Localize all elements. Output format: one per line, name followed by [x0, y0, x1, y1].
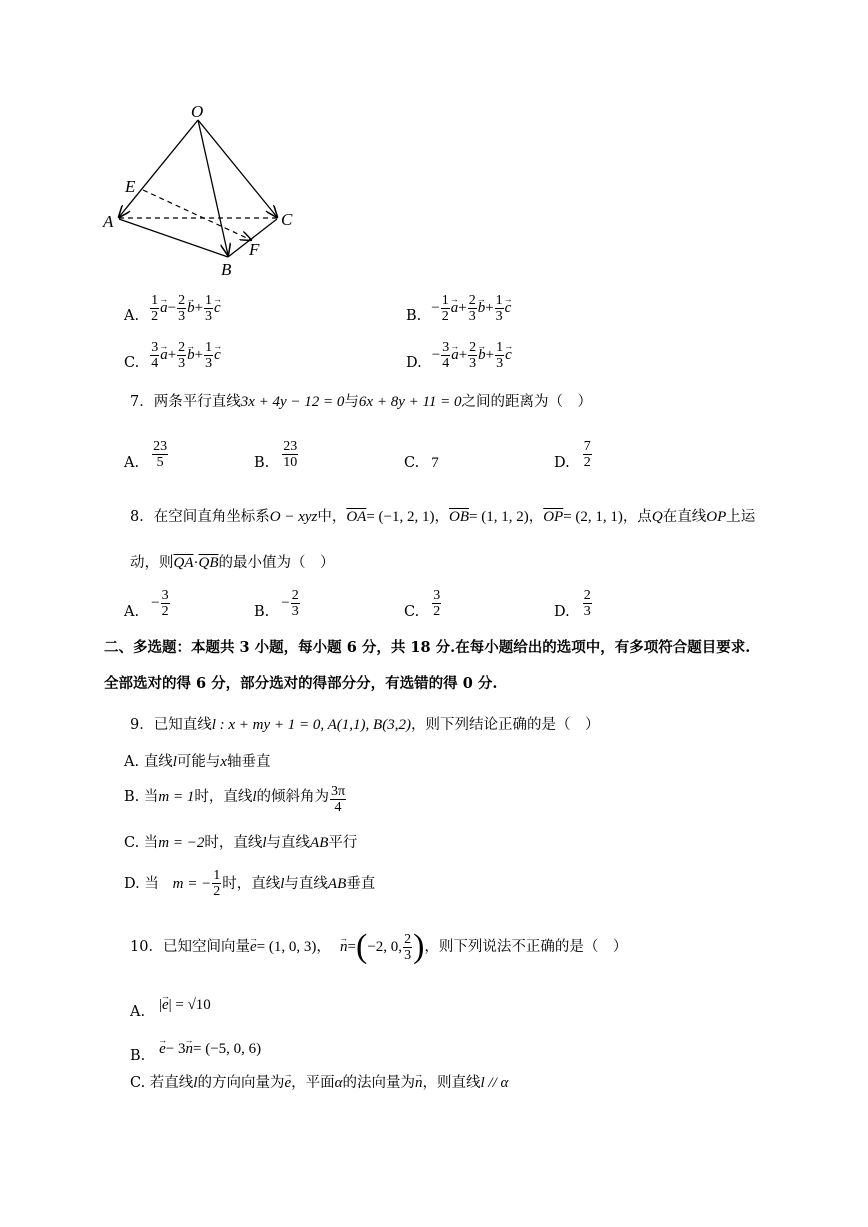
q6-coef-num: 1 [205, 339, 213, 355]
q9-d-t2: 时，直线 [222, 875, 281, 892]
q6-coef-den: 3 [495, 308, 503, 324]
q9-b-t3: 的倾斜角为 [256, 789, 330, 805]
q9-c-t1: 当 [143, 835, 159, 851]
edge-ob [198, 120, 228, 255]
q9-c-letter: C. [124, 835, 140, 851]
q9-b-frac [330, 784, 346, 815]
q6-coef-den: 3 [178, 308, 186, 324]
q7-option-c[interactable] [404, 435, 439, 473]
vec-e: → e [250, 937, 257, 957]
q10-right-paren: ) [413, 928, 425, 965]
q8-option-letter: D. [554, 604, 570, 620]
q10-c-l2: l // α [480, 1075, 509, 1091]
q6-coef-num: 2 [178, 292, 186, 308]
vec-a: → a [451, 345, 459, 365]
q6-coef-den: 2 [441, 308, 449, 324]
q9-d-den: 2 [213, 884, 221, 899]
q9-stem [130, 715, 599, 735]
q6-coef-num: 2 [178, 339, 186, 355]
q9-d-t1: 当 [144, 875, 159, 892]
q9-d-t4: 垂直 [346, 875, 376, 892]
q9-a-letter: A. [124, 754, 140, 770]
q8-dot: · [193, 555, 199, 571]
q8-op-val: = (2, 1, 1) [563, 509, 623, 525]
q6-coef-num: 1 [495, 292, 503, 308]
q10-a-letter: A. [130, 1004, 146, 1020]
q10-c-t5: ，则直线 [422, 1075, 481, 1091]
q6-coef-den: 3 [205, 308, 213, 324]
q7-option-frac [583, 439, 592, 470]
q9-c-t3: 与直线 [266, 835, 311, 851]
vec-a: → a [160, 345, 168, 365]
q8-option-frac-den: 2 [433, 603, 441, 619]
edge-oa [119, 120, 198, 217]
q6-op: + [485, 300, 494, 316]
q6-option-b[interactable] [406, 290, 511, 326]
q8-option-frac-num: 3 [433, 587, 441, 603]
section2-heading-line1: 二、多选题：本题共 3 小题，每小题 6 分，共 18 分.在每小题给出的选项中，有多项符合题目要求. [104, 639, 751, 656]
q6-coef-num: 2 [469, 339, 477, 355]
vec-b: → b [478, 298, 486, 318]
q8-end-text: 上运 [726, 509, 756, 525]
q6-coef [468, 293, 477, 324]
section2-heading-line2: 全部选对的得 6 分，部分选对的得部分分，有选错的得 0 分. [104, 675, 498, 692]
q10-b-val: = (−5, 0, 6) [192, 1041, 262, 1057]
q10-option-c[interactable] [130, 1073, 508, 1093]
q10-a-expr: | = √10 [168, 997, 211, 1013]
q6-op: − [431, 347, 441, 363]
q8-option-frac-num: 2 [291, 587, 299, 603]
q7-option-frac [152, 439, 168, 470]
q9-c-ab: AB [310, 835, 329, 851]
q6-coef-den: 3 [205, 355, 213, 371]
q6-op: + [194, 300, 204, 316]
vec-c: → c [214, 345, 221, 365]
q8-option-frac [291, 588, 300, 619]
q9-prefix: 9．已知直线 [130, 717, 212, 733]
q10-n-frac [403, 932, 412, 963]
q6-coef-num: 1 [441, 292, 449, 308]
q7-option-a[interactable] [124, 435, 169, 473]
q7-suffix: 之间的距离为（ ） [461, 394, 592, 410]
q6-coef-den: 3 [496, 355, 504, 371]
q9-b-m: m = 1 [158, 789, 195, 805]
q8-q: Q [651, 509, 663, 525]
q7-option-frac-den: 10 [283, 454, 298, 470]
q10-prefix: 10．已知空间向量 [130, 939, 250, 955]
q8-stem-line2 [130, 553, 335, 573]
q10-option-b[interactable] [130, 1032, 261, 1066]
q6-coef [204, 293, 213, 324]
q9-c-m: m = −2 [158, 835, 205, 851]
q10-n-num: 2 [404, 931, 412, 947]
q8-option-a[interactable] [124, 584, 171, 622]
label-o: O [191, 102, 204, 121]
q8-oa-name: $\overline{OA}$ [346, 509, 367, 525]
q9-option-d[interactable] [124, 868, 375, 899]
q8-option-d[interactable] [554, 584, 593, 622]
q10-c-t4: 的法向量为 [342, 1075, 416, 1091]
q6-coef-num: 3 [151, 339, 159, 355]
q6-option-letter: D. [406, 355, 422, 371]
q6-op: + [458, 347, 468, 363]
q10-c-l: l [193, 1075, 198, 1091]
vec-n-c: → n [415, 1073, 423, 1093]
q7-prefix: 7．两条平行直线 [130, 394, 241, 410]
q9-d-frac [212, 868, 221, 899]
q7-option-letter: C. [404, 455, 420, 471]
q6-op: + [167, 347, 177, 363]
q8-option-frac [161, 588, 170, 619]
label-b: B [221, 260, 232, 279]
q6-coef [441, 293, 450, 324]
q9-a-t1: 直线 [143, 754, 173, 770]
q8-option-frac-num: 2 [583, 587, 591, 603]
q9-b-t2: 时，直线 [194, 789, 253, 805]
vec-n-b: → n [185, 1039, 193, 1059]
q9-option-b[interactable] [124, 784, 347, 815]
q9-d-m: m = − [172, 875, 212, 892]
q6-coef [468, 340, 477, 371]
q9-a-t3: 轴垂直 [227, 754, 271, 770]
q6-option-letter: C. [124, 355, 140, 371]
q6-op: + [458, 300, 467, 316]
q7-option-letter: A. [124, 455, 140, 471]
q6-coef-den: 4 [151, 355, 159, 371]
vec-e-a: → e [162, 995, 169, 1015]
q6-option-c[interactable] [124, 337, 221, 373]
q7-line1: 3x + 4y − 12 = 0 [240, 394, 345, 410]
q8-system: O − xyz [269, 509, 318, 525]
q9-a-l: l [172, 754, 177, 770]
vec-b: → b [187, 298, 195, 318]
q10-n-a: −2, 0, [367, 939, 403, 955]
q7-option-letter: D. [554, 455, 570, 471]
q10-b-letter: B. [130, 1048, 146, 1064]
q8-ob-val: = (1, 1, 2) [469, 509, 529, 525]
q10-n-den: 3 [404, 947, 412, 963]
q6-coef-num: 1 [205, 292, 213, 308]
q8-option-frac-den: 2 [161, 603, 169, 619]
q8-option-frac [432, 588, 441, 619]
q9-c-t4: 平行 [328, 835, 358, 851]
q10-c-t3: ，平面 [291, 1075, 335, 1091]
q9-a-x: x [220, 754, 228, 770]
q8-point-text: ，点 [622, 509, 652, 525]
q6-op: − [167, 300, 177, 316]
q7-option-b[interactable] [254, 435, 299, 473]
q9-c-t2: 时，直线 [204, 835, 263, 851]
q6-coef-den: 4 [442, 355, 450, 371]
q9-d-letter: D. [124, 875, 140, 892]
q7-option-frac [282, 439, 298, 470]
q6-coef-den: 3 [468, 308, 476, 324]
q6-coef-den: 3 [469, 355, 477, 371]
q8-option-sign: − [151, 595, 160, 611]
q9-b-den: 4 [334, 800, 342, 815]
q9-a-t2: 可能与 [176, 754, 221, 770]
q6-coef-den: 2 [151, 308, 159, 324]
q8-oa-val: = (−1, 2, 1) [366, 509, 435, 525]
q8-stem-line1 [130, 507, 755, 527]
q8-in: 中， [317, 509, 347, 525]
q10-e-val: = (1, 0, 3) [256, 939, 317, 955]
q6-option-d[interactable] [406, 337, 512, 373]
q6-coef [441, 340, 450, 371]
q7-option-value: 7 [431, 455, 439, 471]
q10-n-pre: = [347, 939, 357, 955]
q10-c-letter: C. [130, 1075, 146, 1091]
vec-c: → c [505, 298, 512, 318]
q6-coef [150, 340, 159, 371]
q8-op-line: OP [706, 509, 727, 525]
q10-option-a[interactable]: A. | → e | = √10 [130, 988, 211, 1022]
tetrahedron-figure [95, 100, 315, 285]
q7-option-frac-num: 23 [283, 438, 298, 454]
q10-c-alpha: α [334, 1075, 343, 1091]
q6-coef-num: 1 [496, 339, 504, 355]
q8-sep2: ， [528, 509, 544, 525]
q8-prefix: 8．在空间直角坐标系 [130, 509, 270, 525]
q6-option-a[interactable] [124, 290, 221, 326]
q8-option-frac-den: 3 [291, 603, 299, 619]
q7-option-frac-num: 7 [583, 438, 591, 454]
vec-b: → b [187, 345, 195, 365]
label-e: E [125, 177, 136, 196]
q9-b-letter: B. [124, 789, 140, 805]
vec-a: → a [160, 298, 168, 318]
label-a: A [103, 212, 114, 231]
vec-a: → a [451, 298, 459, 318]
q8-option-c[interactable] [404, 584, 442, 622]
q8-option-b[interactable] [254, 584, 301, 622]
q6-option-letter: B. [406, 308, 422, 324]
q6-coef [495, 293, 504, 324]
q8-option-letter: C. [404, 604, 420, 620]
q10-c-t1: 若直线 [149, 1075, 194, 1091]
vec-c: → c [214, 298, 221, 318]
q8-line2-suffix: 的最小值为（ ） [218, 555, 335, 571]
edge-oc [198, 120, 277, 217]
q7-option-frac-den: 5 [156, 454, 164, 470]
q7-option-frac-num: 23 [153, 438, 168, 454]
q9-b-l: l [252, 789, 257, 805]
vec-c: → c [505, 345, 512, 365]
q9-option-a[interactable] [124, 752, 271, 772]
q6-op: − [431, 300, 440, 316]
q7-option-letter: B. [254, 455, 270, 471]
label-f: F [249, 240, 260, 259]
q6-op: + [485, 347, 495, 363]
q9-d-ab: AB [327, 875, 347, 892]
q8-option-letter: A. [124, 604, 140, 620]
q6-coef [177, 340, 186, 371]
q7-mid: 与 [344, 394, 359, 410]
q6-coef [204, 340, 213, 371]
q6-coef-den: 3 [178, 355, 186, 371]
vec-e-b: → e [159, 1039, 166, 1059]
q9-d-num: 1 [213, 868, 221, 883]
q6-coef-num: 1 [151, 292, 159, 308]
q10-stem [130, 930, 627, 964]
q9-option-c[interactable] [124, 833, 357, 853]
q6-coef-num: 2 [468, 292, 476, 308]
q7-line2: 6x + 8y + 11 = 0 [358, 394, 462, 410]
q10-left-paren: ( [356, 928, 368, 965]
q8-line2-prefix: 动，则 [130, 555, 174, 571]
q7-option-frac-den: 2 [583, 454, 591, 470]
q6-option-letter: A. [124, 308, 140, 324]
q6-op: + [194, 347, 204, 363]
q10-b-expr: − 3 [165, 1041, 186, 1057]
q6-coef [150, 293, 159, 324]
q7-stem [130, 392, 592, 412]
q9-d-l: l [280, 875, 285, 892]
q10-suffix: ，则下列说法不正确的是（ ） [424, 939, 628, 955]
q10-comma: ， [316, 939, 331, 955]
vec-n: → n [340, 937, 348, 957]
q6-coef [495, 340, 504, 371]
label-c: C [281, 210, 293, 229]
q9-b-num: 3π [331, 784, 346, 799]
q9-suffix: ，则下列结论正确的是（ ） [410, 717, 600, 733]
q10-c-t2: 的方向向量为 [197, 1075, 285, 1091]
q8-op-name: $\overline{OP}$ [543, 509, 564, 525]
q8-qb: $\overline{QB}$ [198, 555, 219, 571]
q8-option-frac-den: 3 [583, 603, 591, 619]
q6-coef-num: 3 [442, 339, 450, 355]
vec-e-c: → e [284, 1073, 291, 1093]
q8-line-text: 在直线 [662, 509, 707, 525]
q8-qa: $\overline{QA}$ [173, 555, 194, 571]
q9-expr: l : x + my + 1 = 0, A(1,1), B(3,2) [211, 717, 411, 733]
q8-ob-name: $\overline{OB}$ [449, 509, 470, 525]
q8-option-sign: − [281, 595, 290, 611]
q9-c-l: l [262, 835, 267, 851]
q8-sep1: ， [434, 509, 450, 525]
q7-option-d[interactable] [554, 435, 593, 473]
q9-b-t1: 当 [143, 789, 159, 805]
q8-option-letter: B. [254, 604, 270, 620]
q6-coef [177, 293, 186, 324]
q8-option-frac-num: 3 [161, 587, 169, 603]
q9-d-t3: 与直线 [284, 875, 328, 892]
edge-ab [119, 219, 228, 257]
vec-b: → b [478, 345, 486, 365]
q8-option-frac [583, 588, 592, 619]
